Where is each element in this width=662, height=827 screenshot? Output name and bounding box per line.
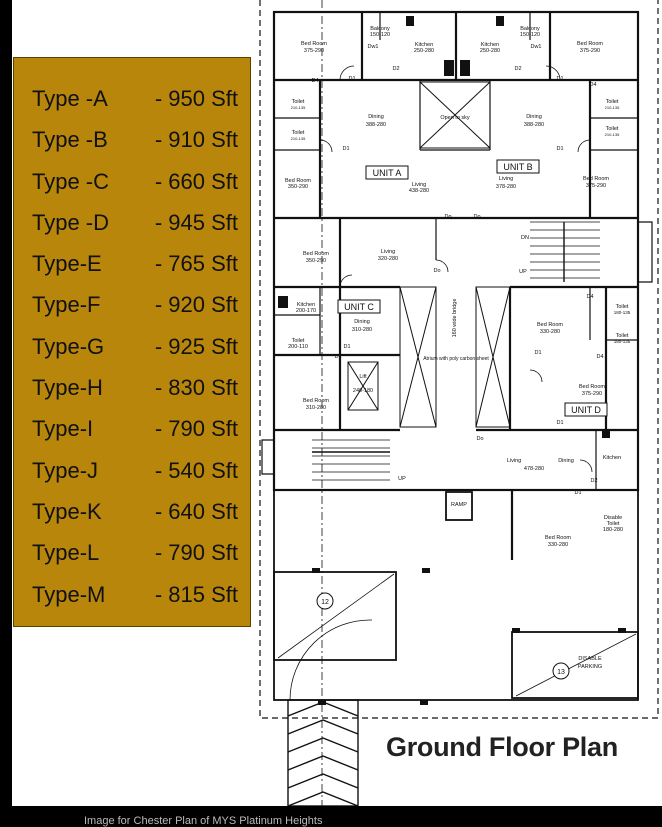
legend-row (14, 243, 250, 284)
legend-area: - 790 Sft (154, 540, 238, 566)
legend-area: - 950 Sft (154, 86, 238, 111)
room-balcony-r-size: 150-120 (519, 32, 541, 38)
room-toilet-l2: Toilet (291, 130, 305, 136)
room-bed-c1: Bed Room (303, 251, 329, 257)
door-do-b: Do (473, 214, 481, 220)
door-d4-d: D4 (596, 354, 604, 360)
room-living-d-size: 478-280 (523, 466, 545, 472)
legend-type: Type -D (32, 209, 110, 235)
door-d1-a: D1 (342, 146, 350, 152)
room-living-d: Living (506, 458, 522, 464)
stair-left (312, 440, 390, 480)
room-bed-c2-size: 310-280 (305, 405, 327, 411)
room-lift: Lift (359, 374, 367, 380)
plan-title: Ground Floor Plan (386, 732, 618, 762)
room-toilet-d2-size: 180-135 (613, 339, 631, 344)
door-d1-g: D1 (534, 350, 542, 356)
parking-diagonals (278, 574, 636, 700)
ramp-label: RAMP (451, 502, 467, 508)
door-swings (320, 66, 592, 472)
room-toilet-l1: Toilet (291, 99, 305, 105)
room-atrium: Atrium with poly carbon sheet (423, 356, 489, 362)
legend-row (14, 408, 250, 449)
room-toilet-r1: Toilet (605, 99, 619, 105)
legend-area: - 910 Sft (154, 127, 238, 153)
legend-type: Type -A (32, 86, 108, 111)
door-do-a: Do (444, 214, 452, 220)
room-kitchen-r: Kitchen (480, 42, 500, 48)
door-d2-a: D2 (392, 66, 400, 72)
door-dw1-b: Dw1 (530, 44, 542, 50)
legend-type: Type-E (32, 251, 102, 277)
room-toilet-dis-2: Toilet (606, 521, 620, 527)
legend-area: - 765 Sft (154, 251, 238, 277)
legend-area: - 640 Sft (154, 498, 238, 524)
door-d4-a: D4 (311, 78, 319, 84)
door-d1-f: D1 (334, 354, 342, 360)
door-d1-i: D1 (574, 490, 582, 496)
room-dining-b-size: 388-280 (523, 122, 545, 128)
legend-row (14, 450, 250, 491)
room-kitchen-l: Kitchen (414, 42, 434, 48)
building-walls (274, 12, 638, 560)
legend-area: - 920 Sft (154, 292, 238, 318)
stair-up-label: UP (519, 269, 527, 275)
room-bed-d1-size: 330-280 (539, 329, 561, 335)
unit-a-label: UNIT A (372, 168, 402, 178)
legend-type: Type -B (32, 127, 108, 153)
door-d2-c: D2 (590, 478, 598, 484)
legend-row (14, 78, 250, 119)
door-d1-h: D1 (556, 420, 564, 426)
room-kitchen-l-size: 250-280 (413, 48, 435, 54)
room-dining-c: Dining (354, 319, 370, 325)
room-kitchen-c: Kitchen (296, 302, 316, 308)
image-caption: Image for Chester Plan of MYS Platinum Heights (84, 815, 323, 827)
room-toilet-r2: Toilet (605, 126, 619, 132)
room-bed-d3-size: 330-280 (547, 542, 569, 548)
room-toilet-r1-size: 210-135 (604, 105, 620, 110)
room-toilet-l2-size: 210-135 (290, 136, 306, 141)
stair-right (530, 222, 600, 282)
room-living-b-size: 378-280 (495, 184, 517, 190)
door-do-c: Do (433, 268, 441, 274)
legend-type: Type-K (32, 498, 102, 524)
room-bed-br-size: 375-290 (585, 183, 607, 189)
legend-type: Type-G (32, 333, 105, 359)
legend-area: - 660 Sft (154, 168, 238, 194)
room-toilet-d1: Toilet (615, 304, 629, 310)
room-kitchen-c-size: 200-170 (295, 308, 317, 314)
legend-area: - 925 Sft (154, 333, 238, 359)
legend-row (14, 326, 250, 367)
room-living-a: Living (411, 182, 427, 188)
legend-area: - 815 Sft (154, 581, 238, 607)
legend-type: Type-H (32, 375, 103, 401)
legend-row (14, 574, 250, 615)
legend-row (14, 119, 250, 160)
room-bed-d1: Bed Room (537, 322, 563, 328)
legend-row (14, 532, 250, 573)
parking-number-13: 13 (557, 669, 565, 676)
room-toilet-l1-size: 210-135 (290, 105, 306, 110)
room-bed-tl: Bed Room (301, 41, 327, 47)
legend-area: - 790 Sft (154, 416, 238, 442)
stair-up-label-2: UP (398, 476, 406, 482)
door-d1-d: D1 (556, 76, 564, 82)
unit-c-label: UNIT C (344, 302, 374, 312)
parking-markers (312, 568, 626, 705)
parking-label: DISABLE (578, 656, 602, 662)
stair-dn-label: DN (521, 235, 529, 241)
room-lift-size: 240-180 (352, 388, 374, 394)
legend-area: - 540 Sft (154, 457, 238, 483)
door-dw1-a: Dw1 (367, 44, 379, 50)
room-dining-c-size: 310-280 (351, 327, 373, 333)
unit-d-label: UNIT D (571, 405, 601, 415)
legend-type: Type-L (32, 540, 100, 566)
parking-label-2: PARKING (577, 664, 603, 670)
right-bay (638, 222, 652, 282)
room-living-b: Living (498, 176, 514, 182)
room-kitchen-d: Kitchen (602, 455, 622, 461)
room-bed-al-size: 350-290 (287, 184, 309, 190)
legend-row (14, 202, 250, 243)
room-bed-al: Bed Room (285, 178, 311, 184)
room-bed-tr-size: 375-290 (579, 48, 601, 54)
room-dining-d: Dining (558, 458, 574, 464)
legend-area: - 830 Sft (154, 375, 238, 401)
parking-number-12: 12 (321, 599, 329, 606)
legend-type: Type-J (32, 457, 99, 483)
door-d4-c: D4 (586, 294, 594, 300)
legend-row (14, 161, 250, 202)
room-bed-br: Bed Room (583, 176, 609, 182)
room-open-sky: Open to sky (440, 115, 470, 121)
room-balcony-l: Balcony (370, 26, 390, 32)
room-toilet-d2: Toilet (615, 333, 629, 339)
room-kitchen-r-size: 250-280 (479, 48, 501, 54)
room-toilet-r2-size: 210-135 (604, 132, 620, 137)
room-dining-a-size: 388-280 (365, 122, 387, 128)
room-toilet-c: Toilet (291, 338, 305, 344)
room-bed-d3: Bed Room (545, 535, 571, 541)
room-bridge: 160 wide bridge (452, 298, 458, 338)
room-bed-c1-size: 350-290 (305, 258, 327, 264)
legend-type: Type-I (32, 416, 94, 442)
room-balcony-r: Balcony (520, 26, 540, 32)
legend-area: - 945 Sft (154, 209, 238, 235)
room-dining-a: Dining (368, 114, 384, 120)
room-bed-c2: Bed Room (303, 398, 329, 404)
room-bed-tl-size: 375-290 (303, 48, 325, 54)
legend-type: Type-F (32, 292, 101, 318)
door-d1-e: D1 (343, 344, 351, 350)
door-do-d: Do (476, 436, 484, 442)
door-d1-c: D1 (348, 76, 356, 82)
room-toilet-dis-size: 180-280 (602, 527, 624, 533)
room-toilet-dis: Disable (603, 515, 623, 521)
legend-row (14, 367, 250, 408)
left-bay (262, 440, 274, 474)
room-toilet-c-size: 200-110 (288, 344, 308, 350)
room-living-a-size: 438-280 (408, 188, 430, 194)
room-living-c: Living (380, 249, 396, 255)
legend-type: Type -C (32, 168, 110, 194)
room-balcony-l-size: 150-120 (369, 32, 391, 38)
room-living-c-size: 320-280 (377, 256, 399, 262)
room-dining-b: Dining (526, 114, 542, 120)
room-bed-tr: Bed Room (577, 41, 603, 47)
lift-shaft (348, 362, 378, 410)
entrance-ramp-chevrons (288, 700, 358, 806)
door-d4-b: D4 (589, 82, 597, 88)
room-toilet-d1-size: 180-135 (613, 310, 631, 315)
legend-type: Type-M (32, 581, 106, 607)
legend-row (14, 284, 250, 325)
legend-row (14, 491, 250, 532)
room-bed-d2: Bed Room (579, 384, 605, 390)
apartment-type-legend (13, 57, 251, 627)
door-d2-b: D2 (514, 66, 522, 72)
door-d1-b: D1 (556, 146, 564, 152)
room-bed-d2-size: 375-290 (581, 391, 603, 397)
unit-b-label: UNIT B (503, 162, 533, 172)
